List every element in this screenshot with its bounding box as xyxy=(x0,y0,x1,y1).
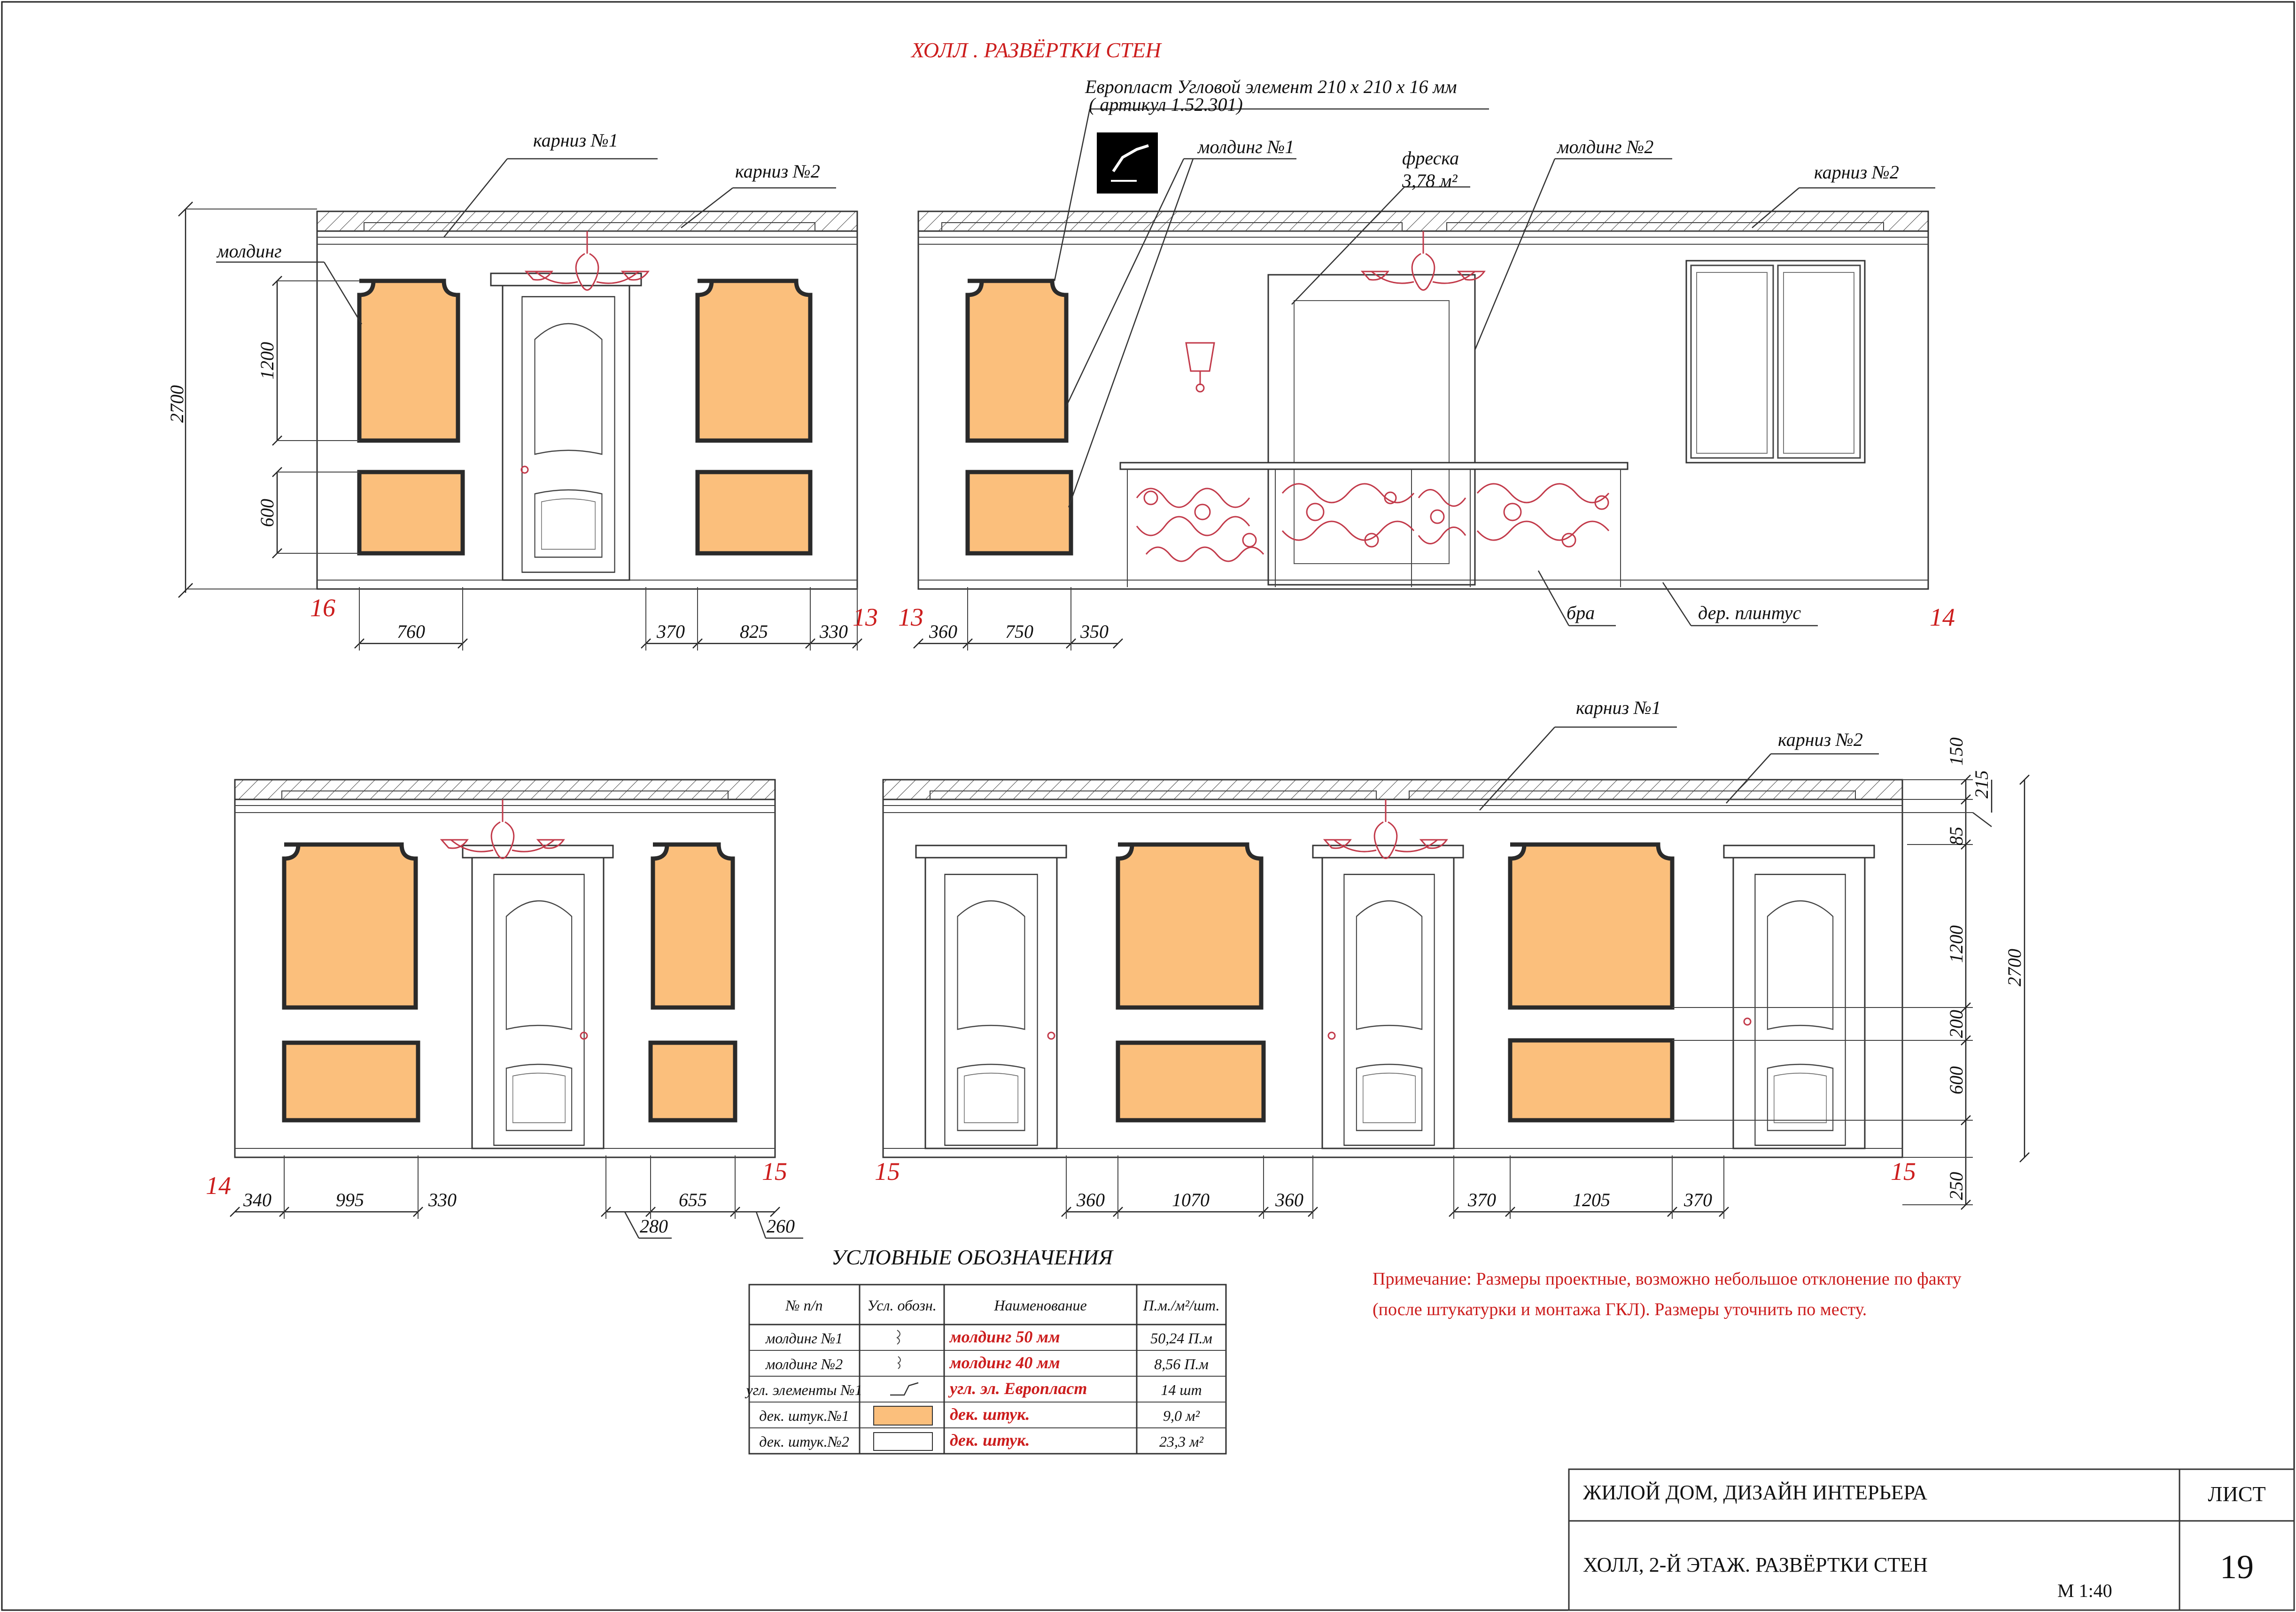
molding-40-icon xyxy=(898,1356,900,1369)
dim-1070: 1070 xyxy=(1172,1189,1210,1210)
dim-1200: 1200 xyxy=(256,342,278,380)
dim-760: 760 xyxy=(397,621,425,642)
dim-825: 825 xyxy=(740,621,768,642)
callout-bra: бра xyxy=(1567,602,1595,623)
dim-250: 250 xyxy=(1946,1172,1967,1200)
mark-15b: 15 xyxy=(875,1157,900,1186)
legend-header-qty: П.м./м²/шт. xyxy=(1143,1297,1220,1314)
legend-row5-name: дек. штук. xyxy=(950,1431,1030,1449)
panel-upper-2 xyxy=(1510,845,1672,1008)
legend-row4-num: дек. штук.№1 xyxy=(759,1407,849,1424)
mark-16: 16 xyxy=(310,594,335,622)
door xyxy=(494,875,584,1146)
dim-370: 370 xyxy=(657,621,685,642)
note-line-1: Примечание: Размеры проектные, возможно небольшое отклонение по факту xyxy=(1373,1269,1962,1289)
dim-150: 150 xyxy=(1946,737,1967,766)
callout-molding-1: молдинг №1 xyxy=(1198,136,1295,157)
panel-lower-right xyxy=(651,1043,735,1120)
stamp-sheet-label: ЛИСТ xyxy=(2208,1482,2266,1506)
dim-995: 995 xyxy=(336,1189,364,1210)
callout-karniz-1b: карниз №1 xyxy=(1576,697,1661,718)
door-3 xyxy=(1755,875,1845,1146)
mark-14: 14 xyxy=(1930,603,1955,631)
dim-370c: 370 xyxy=(1684,1189,1712,1210)
legend-row1-name: молдинг 50 мм xyxy=(950,1327,1060,1346)
callout-freska: фреска xyxy=(1402,147,1459,169)
ceiling-hatch xyxy=(317,211,857,231)
legend-row5-num: дек. штук.№2 xyxy=(759,1433,849,1450)
dim-1205: 1205 xyxy=(1573,1189,1610,1210)
dim-360: 360 xyxy=(929,621,957,642)
dim-height-2700: 2700 xyxy=(166,385,187,423)
legend xyxy=(745,1245,1226,1454)
callout-article: ( артикул 1.52.301) xyxy=(1089,94,1243,115)
dim-750: 750 xyxy=(1005,621,1033,642)
dim-370b: 370 xyxy=(1468,1189,1496,1210)
door-1 xyxy=(945,875,1037,1146)
elevation-13-14 xyxy=(918,132,1928,589)
legend-header-name: Наименование xyxy=(994,1297,1087,1314)
legend-row1-num: молдинг №1 xyxy=(765,1330,843,1347)
molding-50-icon xyxy=(897,1330,900,1344)
dim-200: 200 xyxy=(1946,1010,1967,1038)
legend-row5-qty: 23,3 м² xyxy=(1159,1433,1204,1450)
legend-row3-qty: 14 шт xyxy=(1161,1381,1202,1398)
dim-655: 655 xyxy=(679,1189,707,1210)
ceiling-hatch xyxy=(235,780,775,799)
legend-header-symbol: Усл. обозн. xyxy=(867,1297,937,1314)
callout-freska-area: 3,78 м² xyxy=(1402,170,1458,191)
stamp-sheet-number: 19 xyxy=(2220,1548,2254,1586)
door-2 xyxy=(1344,875,1434,1146)
ceiling-hatch xyxy=(883,780,1902,799)
panel-lower xyxy=(968,472,1071,553)
callout-karniz-1: карниз №1 xyxy=(533,130,618,151)
legend-row2-num: молдинг №2 xyxy=(765,1356,843,1372)
callout-molding-2: молдинг №2 xyxy=(1557,136,1654,157)
title-block xyxy=(1569,1469,2294,1610)
dim-600b: 600 xyxy=(1946,1066,1967,1094)
callout-plintus: дер. плинтус xyxy=(1698,602,1801,623)
dim-2700b: 2700 xyxy=(2004,949,2025,986)
panel-upper-left xyxy=(359,281,458,441)
mark-15c: 15 xyxy=(1891,1157,1916,1186)
panel-upper xyxy=(968,281,1066,441)
legend-title: УСЛОВНЫЕ ОБОЗНАЧЕНИЯ xyxy=(831,1245,1113,1269)
panel-lower-1 xyxy=(1118,1043,1264,1120)
page-title: ХОЛЛ . РАЗВЁРТКИ СТЕН xyxy=(911,38,1161,62)
dim-340: 340 xyxy=(243,1189,271,1210)
dim-330: 330 xyxy=(820,621,848,642)
door xyxy=(522,297,614,573)
stamp-scale: М 1:40 xyxy=(2057,1580,2112,1601)
mark-13: 13 xyxy=(853,603,878,631)
legend-row3-name: угл. эл. Европласт xyxy=(950,1379,1087,1398)
legend-header-num: № п/п xyxy=(785,1297,823,1314)
ceiling-hatch xyxy=(918,211,1928,231)
panel-lower-left xyxy=(359,472,463,553)
dim-330b: 330 xyxy=(428,1189,457,1210)
elevation-16-13 xyxy=(317,211,857,589)
panel-lower-left xyxy=(284,1043,418,1120)
callout-molding: молдинг xyxy=(217,240,282,262)
callout-karniz-2: карниз №2 xyxy=(735,161,820,182)
railing-top xyxy=(1120,463,1628,469)
swatch-plaster-2 xyxy=(874,1433,932,1450)
dim-350: 350 xyxy=(1080,621,1109,642)
dim-360c: 360 xyxy=(1275,1189,1303,1210)
dim-85: 85 xyxy=(1946,827,1967,845)
swatch-plaster-1 xyxy=(874,1406,932,1425)
callout-europlast: Европласт Угловой элемент 210 х 210 х 16 мм xyxy=(1085,76,1457,97)
legend-row4-name: дек. штук. xyxy=(950,1405,1030,1424)
elevation-14-15 xyxy=(235,780,775,1157)
callout-karniz-2b: карниз №2 xyxy=(1814,162,1899,183)
legend-row4-qty: 9,0 м² xyxy=(1163,1407,1200,1424)
mark-13b: 13 xyxy=(898,603,923,631)
legend-row3-num: угл. элементы №1 xyxy=(746,1381,862,1398)
panel-lower-right xyxy=(698,472,810,553)
legend-row2-name: молдинг 40 мм xyxy=(950,1353,1060,1372)
panel-upper-left xyxy=(284,845,416,1008)
panel-upper-1 xyxy=(1118,845,1261,1008)
dim-600: 600 xyxy=(256,499,278,527)
mark-14b: 14 xyxy=(206,1171,231,1200)
stamp-project: ЖИЛОЙ ДОМ, ДИЗАЙН ИНТЕРЬЕРА xyxy=(1583,1481,1928,1504)
panel-lower-2 xyxy=(1510,1040,1672,1120)
callout-karniz-2c: карниз №2 xyxy=(1778,729,1863,750)
dim-260: 260 xyxy=(767,1216,795,1237)
note-line-2: (после штукатурки и монтажа ГКЛ). Размеры уточнить по месту. xyxy=(1373,1300,1867,1319)
elevation-15-15 xyxy=(883,780,1902,1157)
dim-360b: 360 xyxy=(1077,1189,1105,1210)
legend-row2-qty: 8,56 П.м xyxy=(1154,1356,1209,1372)
stamp-sheet-title: ХОЛЛ, 2-Й ЭТАЖ. РАЗВЁРТКИ СТЕН xyxy=(1583,1553,1928,1576)
panel-upper-right xyxy=(653,845,733,1008)
window xyxy=(1686,261,1865,463)
dim-1200b: 1200 xyxy=(1946,925,1967,963)
legend-row1-qty: 50,24 П.м xyxy=(1150,1330,1212,1347)
mark-15: 15 xyxy=(762,1157,787,1186)
corner-element-legend-icon xyxy=(890,1383,918,1395)
corner-element-icon xyxy=(1097,132,1158,194)
dim-215: 215 xyxy=(1971,770,1992,798)
dim-280: 280 xyxy=(640,1216,668,1237)
e3-dimensions xyxy=(206,1155,803,1238)
panel-upper-right xyxy=(698,281,810,441)
